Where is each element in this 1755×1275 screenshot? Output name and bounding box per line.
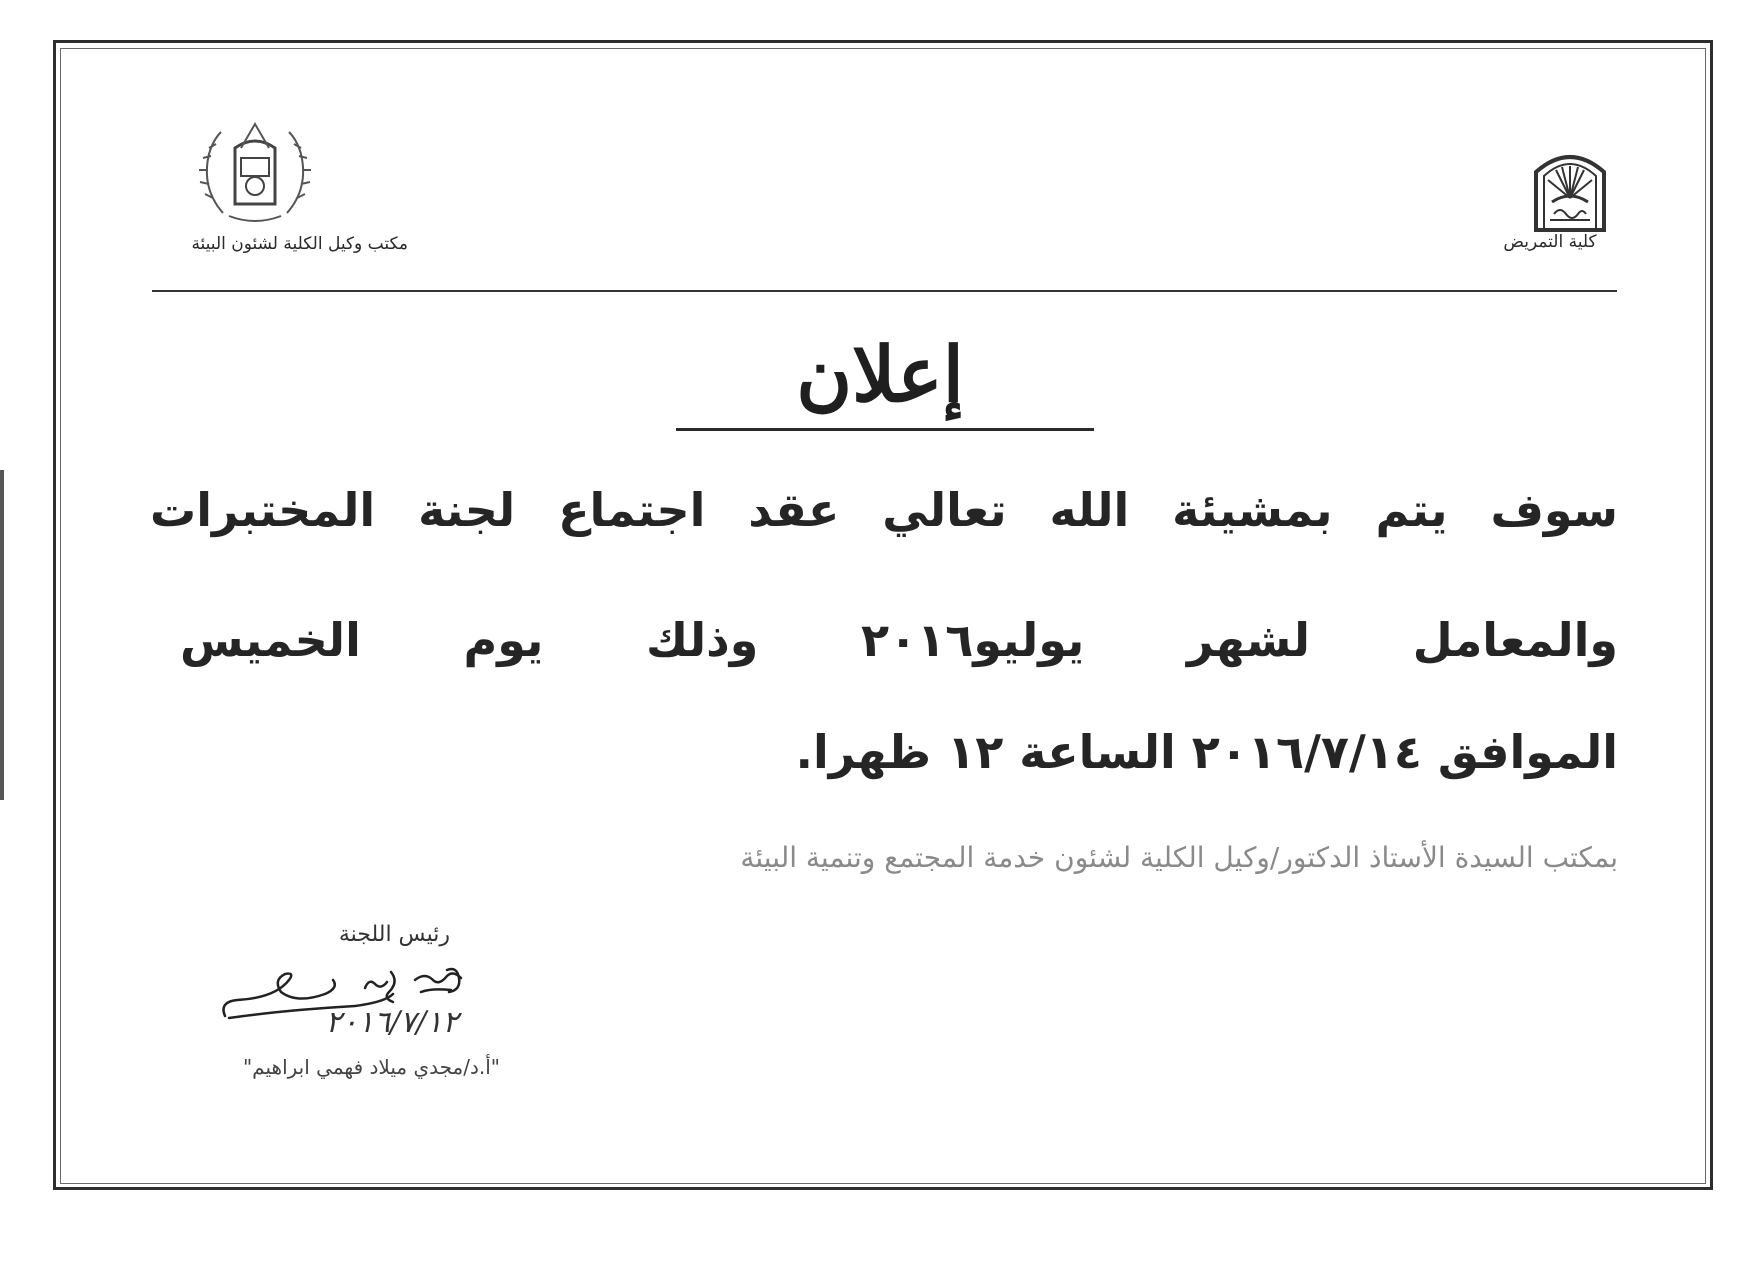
body-line-2: والمعامل لشهر يوليو٢٠١٦ وذلك يوم الخميس	[180, 613, 1618, 667]
scan-edge-mark	[0, 470, 4, 800]
body-line-3: الموافق ٢٠١٦/٧/١٤ الساعة ١٢ ظهرا.	[795, 725, 1618, 779]
signature-date: ٢٠١٦/٧/١٢	[325, 1005, 459, 1040]
office-name: مكتب وكيل الكلية لشئون البيئة	[191, 234, 408, 254]
header-divider	[152, 290, 1617, 292]
university-logo	[1528, 140, 1612, 232]
title-underline	[676, 428, 1094, 431]
committee-chair-label: رئيس اللجنة	[338, 922, 450, 947]
meeting-location: بمكتب السيدة الأستاذ الدكتور/وكيل الكلية لشئون خدمة المجتمع وتنمية البيئة	[740, 841, 1618, 874]
body-line-1: سوف يتم بمشيئة الله تعالي عقد اجتماع لجنة المختبرات	[150, 483, 1618, 537]
crest-logo	[195, 118, 315, 226]
faculty-name: كلية التمريض	[1503, 232, 1597, 252]
signatory-name: "أ.د/مجدي ميلاد فهمي ابراهيم"	[242, 1055, 500, 1079]
announcement-title: إعلان	[796, 330, 964, 419]
